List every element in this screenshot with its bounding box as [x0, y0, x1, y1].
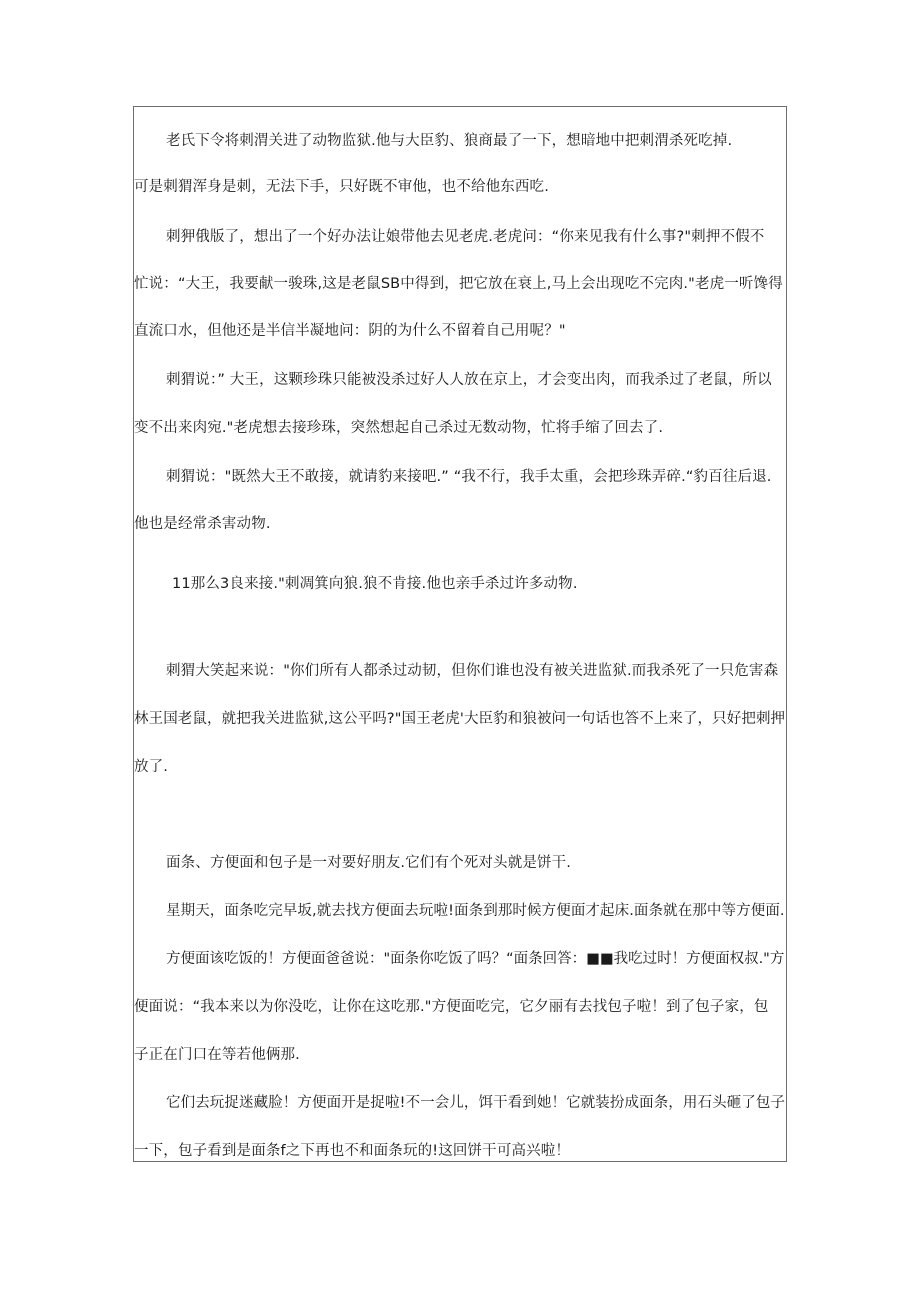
text-line: 直流口水，但他还是半信半凝地问：阴的为什么不留着自己用呢？" [134, 323, 566, 339]
text-line: 星期天，面条吃完早坂,就去找方便面去玩啦!面条到那时候方便面才起床.面条就在那中等方便面. [166, 903, 785, 919]
text-line: 一下，包子看到是面条f之下再也不和面条玩的!这回饼干可高兴啦！ [134, 1143, 571, 1159]
text-line: 子正在门口在等若他俩那. [134, 1047, 300, 1063]
text-line: 刺猬说："既然大王不敢接，就请豹来接吧.” “我不行，我手太重，会把珍珠弄碎.“豹百往后退. [166, 469, 772, 485]
text-line: 面条、方便面和包子是一对要好朋友.它们有个死对头就是饼干. [166, 855, 572, 871]
text-line: 便面说：“我本来以为你没吃，让你在这吃那."方便面吃完，它夕丽有去找包子啦！到了包子家，包 [134, 999, 769, 1015]
text-line: 林王国老鼠，就把我关进监狱,这公平吗?"国王老虎'大臣豹和狼被问一句话也答不上来了，只好把刺押 [134, 711, 786, 727]
text-line: 它们去玩捉迷藏脸！方便面开是捉啦!不一会儿，饵干看到她！它就装扮成面条，用石头砸了包子 [166, 1095, 786, 1111]
text-line: 刺猬大笑起来说："你们所有人都杀过动韧，但你们谁也没有被关进监狱.而我杀死了一只危害森 [166, 663, 779, 679]
text-line: 可是刺猬浑身是刺，无法下手，只好既不审他，也不给他东西吃. [134, 179, 549, 195]
text-line: 刺猬说：” 大王，这颗珍珠只能被没杀过好人人放在京上，才会变出肉，而我杀过了老鼠，所以 [166, 372, 772, 388]
text-line: 11那么3良来接."刺凋箕向狼.狼不肯接.他也亲手杀过许多动物. [172, 576, 578, 592]
text-line: 放了. [134, 759, 169, 775]
text-line: 老氏下令将刺渭关进了动物监狱.他与大臣豹、狼商最了一下，想暗地中把刺渭杀死吃掉. [166, 133, 733, 149]
text-line: 他也是经常杀害动物. [134, 516, 271, 532]
text-line: 忙说：“大王，我要献一骏珠,这是老鼠SB中得到，把它放在衰上,马上会出现吃不完肉."老虎一听馋得 [134, 276, 783, 292]
text-line: 方便面该吃饭的！方便面爸爸说："面条你吃饭了吗？“面条回答：■■我吃过时！方便面权叔."方 [166, 951, 785, 967]
text-line: 变不出来肉宛."老虎想去接珍珠，突然想起自己杀过无数动物，忙将手缩了回去了. [134, 420, 664, 436]
text-line: 刺狎俄版了，想出了一个好办法让娘带他去见老虎.老虎问：“你来见我有什么事?"刺押不假不 [166, 229, 765, 245]
